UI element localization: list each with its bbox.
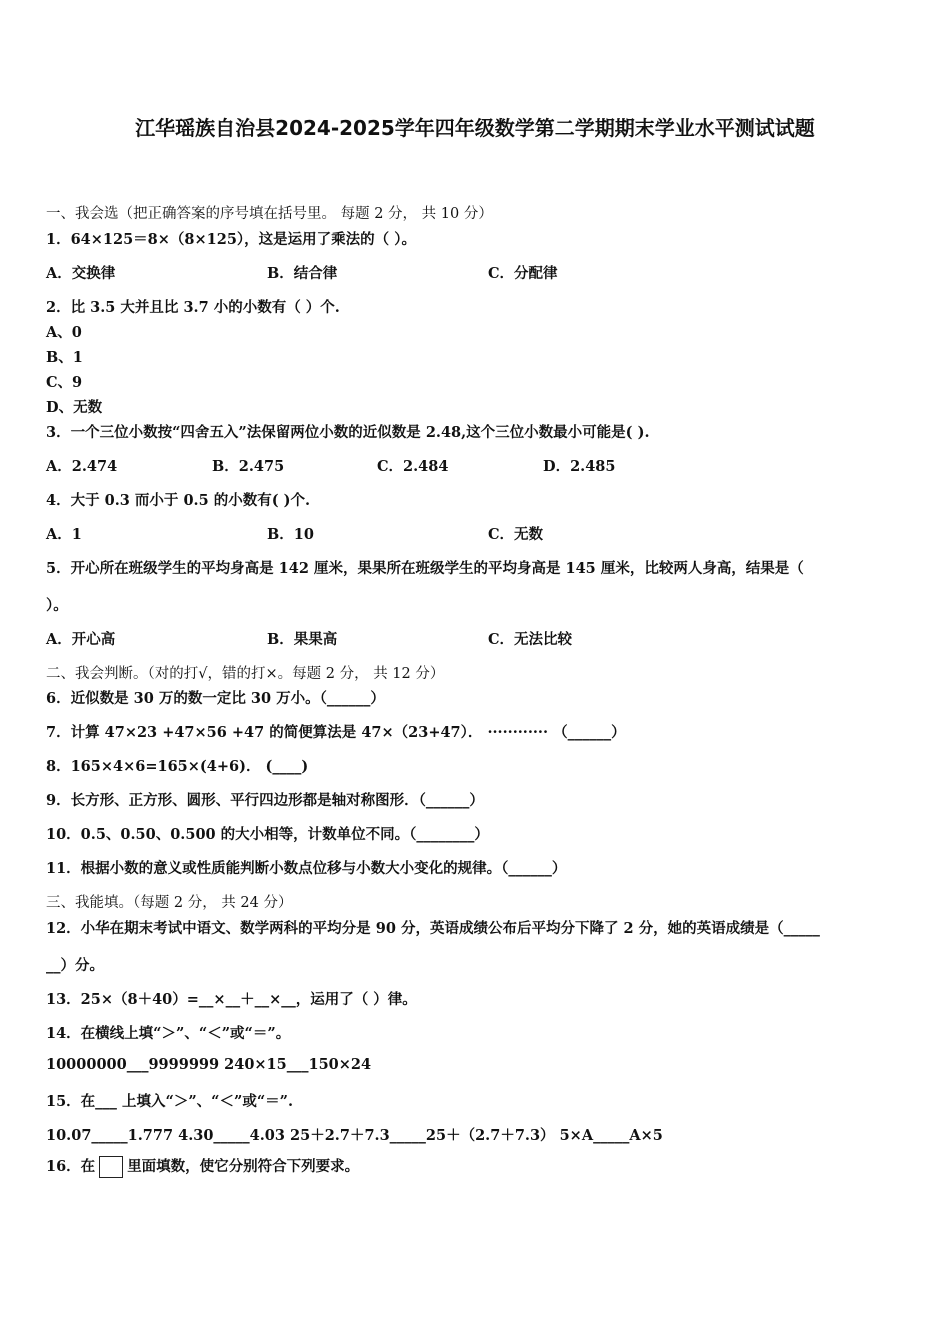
question-6: 6．近似数是 30 万的数一定比 30 万小。（______） <box>46 690 385 707</box>
q4-option-c: C．无数 <box>488 526 544 543</box>
question-13: 13．25×（8＋40）=__×__＋__×__，运用了（ ）律。 <box>46 991 417 1008</box>
question-15: 15．在___ 上填入“＞”、“＜”或“＝”. <box>46 1093 294 1110</box>
question-16-prefix: 16．在 <box>46 1158 96 1175</box>
q4-option-a: A．1 <box>46 526 82 543</box>
question-15-items: 10.07_____1.777 4.30_____4.03 25＋2.7＋7.3_____25＋（2.7＋7.3） 5×A_____A×5 <box>46 1127 663 1144</box>
q3-option-a: A．2.474 <box>46 458 118 475</box>
q2-option-a: A、0 <box>46 324 82 341</box>
q3-option-b: B．2.475 <box>212 458 285 475</box>
page-title: 江华瑶族自治县2024-2025学年四年级数学第二学期期末学业水平测试试题 <box>135 116 815 140</box>
q1-option-c: C．分配律 <box>488 265 558 282</box>
q4-option-b: B．10 <box>267 526 314 543</box>
q2-option-b: B、1 <box>46 349 83 366</box>
q5-option-a: A．开心高 <box>46 631 116 648</box>
q5-option-c: C．无法比较 <box>488 631 573 648</box>
section-1-heading: 一、我会选（把正确答案的序号填在括号里。 每题 2 分， 共 10 分） <box>46 206 493 222</box>
question-1: 1．64×125＝8×（8×125），这是运用了乘法的（ ）。 <box>46 231 416 248</box>
q3-option-d: D．2.485 <box>543 458 616 475</box>
section-2-heading: 二、我会判断。（对的打√，错的打×。每题 2 分， 共 12 分） <box>46 666 445 682</box>
question-9: 9．长方形、正方形、圆形、平行四边形都是轴对称图形．（______） <box>46 792 484 809</box>
question-12-cont: __）分。 <box>46 957 104 974</box>
question-12: 12．小华在期末考试中语文、数学两科的平均分是 90 分，英语成绩公布后平均分下降了 2 分，她的英语成绩是（_____ <box>46 920 820 937</box>
section-3-heading: 三、我能填。（每题 2 分， 共 24 分） <box>46 895 293 911</box>
q1-option-a: A．交换律 <box>46 265 116 282</box>
q3-option-c: C．2.484 <box>377 458 449 475</box>
question-4: 4．大于 0.3 而小于 0.5 的小数有( )个. <box>46 492 311 509</box>
question-16-suffix: 里面填数，使它分别符合下列要求。 <box>127 1158 360 1175</box>
question-5-cont: ）。 <box>46 597 68 614</box>
q2-option-c: C、9 <box>46 374 83 391</box>
question-14: 14．在横线上填“＞”、“＜”或“＝”。 <box>46 1025 291 1042</box>
q2-option-d: D、无数 <box>46 399 103 416</box>
question-3: 3．一个三位小数按“四舍五入”法保留两位小数的近似数是 2.48,这个三位小数最小可能是( ). <box>46 424 650 441</box>
q5-option-b: B．果果高 <box>267 631 338 648</box>
q1-option-b: B．结合律 <box>267 265 338 282</box>
empty-box <box>99 1156 123 1178</box>
question-7: 7．计算 47×23 +47×56 +47 的简便算法是 47×（23+47）． ············ （______） <box>46 724 626 741</box>
question-5: 5．开心所在班级学生的平均身高是 142 厘米，果果所在班级学生的平均身高是 145 厘米，比较两人身高，结果是（ <box>46 560 804 577</box>
question-8: 8．165×4×6=165×(4+6)． (____) <box>46 758 309 775</box>
question-16 <box>46 1155 359 1178</box>
question-2: 2．比 3.5 大并且比 3.7 小的小数有（ ）个. <box>46 299 340 316</box>
question-11: 11．根据小数的意义或性质能判断小数点位移与小数大小变化的规律。（______） <box>46 860 567 877</box>
question-10: 10．0.5、0.50、0.500 的大小相等，计数单位不同。（________） <box>46 826 489 843</box>
question-14-items: 10000000___9999999 240×15___150×24 <box>46 1056 372 1073</box>
